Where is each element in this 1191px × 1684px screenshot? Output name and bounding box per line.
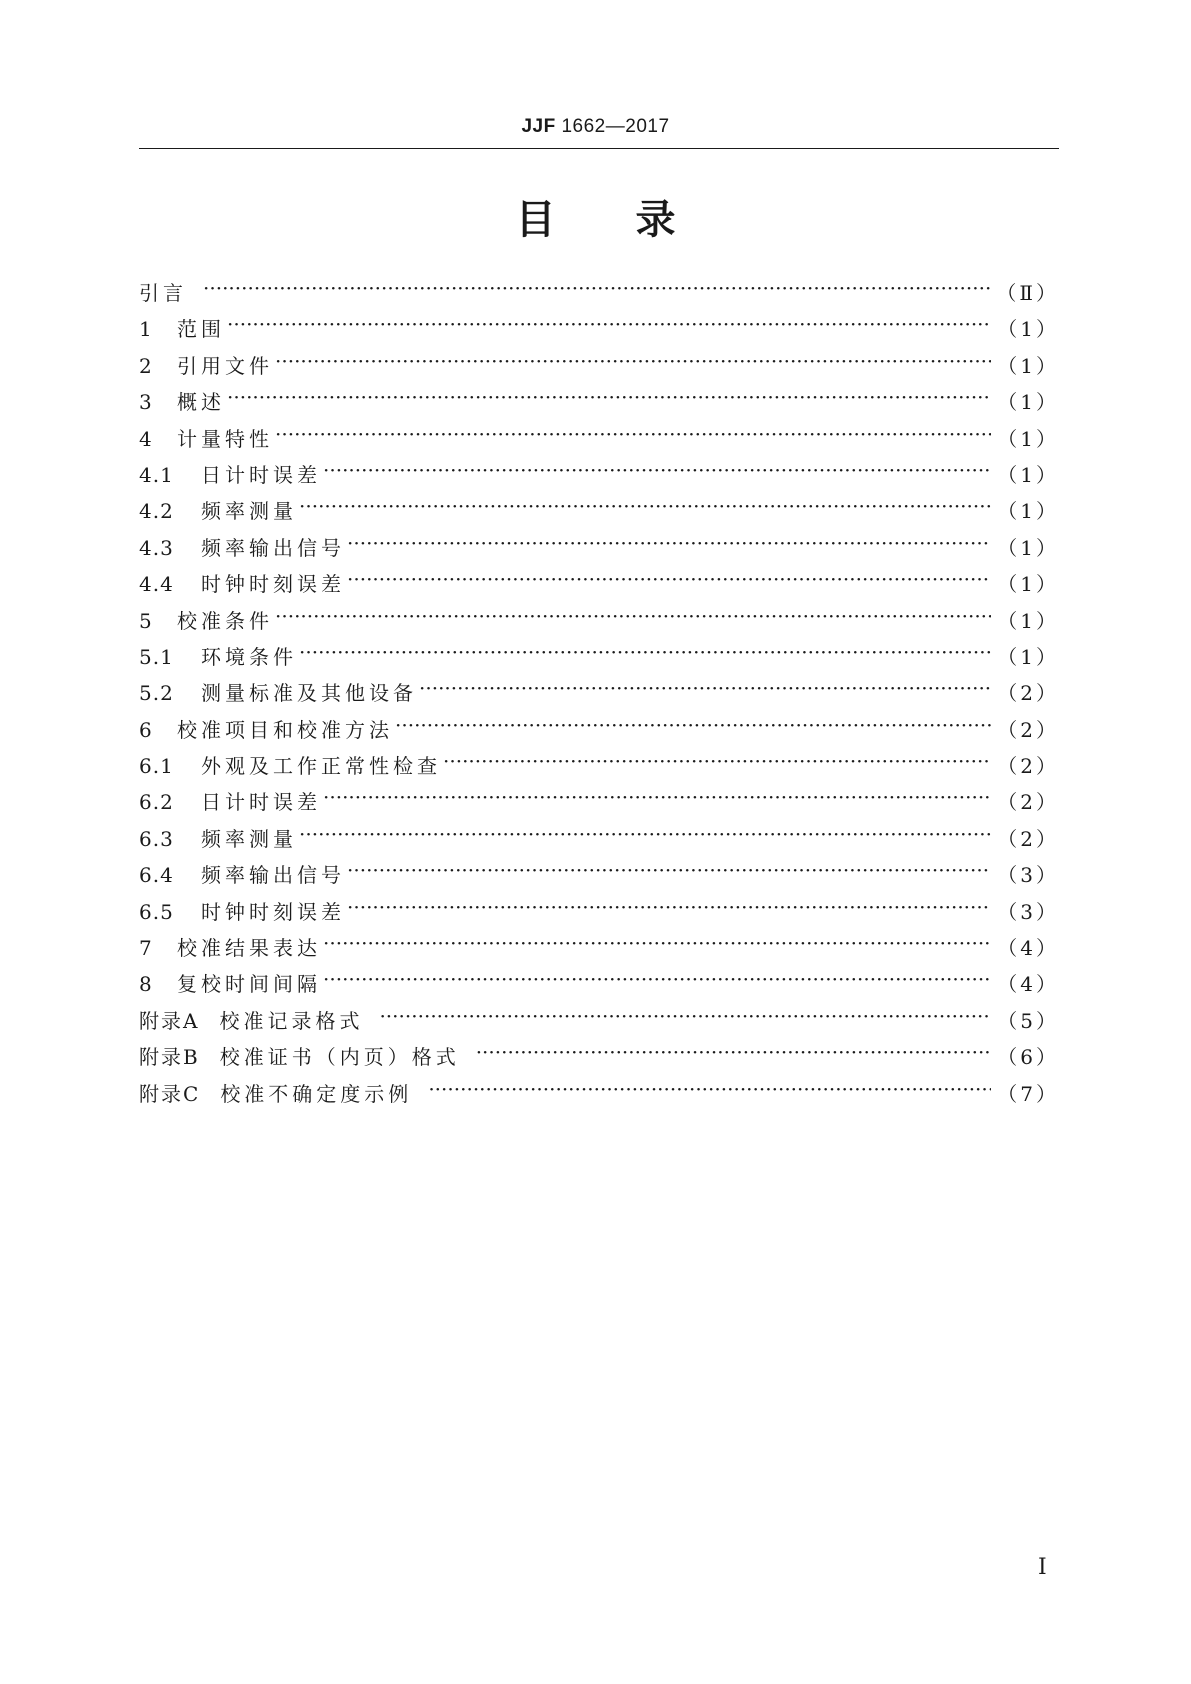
toc-entry[interactable]: [139, 277, 1059, 313]
dot-leader: [443, 753, 991, 773]
toc-entry-title: 时钟时刻误差: [201, 899, 345, 924]
toc-entry-page: （1）: [997, 535, 1059, 560]
dot-leader: [379, 1008, 991, 1028]
toc-entry-number: 6.2: [139, 790, 174, 815]
toc-entry-title: 外观及工作正常性检查: [201, 754, 441, 779]
toc-entry-number: 6: [139, 717, 153, 742]
toc-entry-page: （1）: [997, 390, 1059, 415]
toc-entry[interactable]: [139, 677, 1059, 713]
toc-entry-number: 3: [139, 390, 153, 415]
page-title: 目录: [515, 197, 756, 243]
toc-entry[interactable]: [139, 932, 1059, 968]
dot-leader: [476, 1044, 992, 1064]
toc-entry[interactable]: [139, 350, 1059, 386]
dot-leader: [299, 498, 991, 518]
toc-entry-title: 范围: [177, 317, 225, 342]
toc-entry[interactable]: [139, 823, 1059, 859]
toc-entry-page: （3）: [997, 899, 1059, 924]
document-header: [0, 116, 1191, 138]
toc-entry-number: 5.2: [139, 681, 174, 706]
toc-entry-number: 5: [139, 608, 153, 633]
toc-entry-title: 复校时间间隔: [177, 972, 321, 997]
toc-entry[interactable]: [139, 968, 1059, 1004]
page-number: Ⅰ: [1038, 1555, 1047, 1580]
toc-entry-title: 校准不确定度示例: [220, 1081, 413, 1106]
toc-entry-title: 校准结果表达: [177, 936, 321, 961]
toc-entry-page: （1）: [997, 462, 1059, 487]
toc-entry-number: 6.5: [139, 899, 174, 924]
toc-entry-title: 频率输出信号: [201, 863, 345, 888]
dot-leader: [323, 789, 991, 809]
toc-entry-title: 频率测量: [201, 826, 297, 851]
toc-entry-title: 频率测量: [201, 499, 297, 524]
toc-entry[interactable]: [139, 495, 1059, 531]
toc-entry[interactable]: [139, 750, 1059, 786]
toc-entry-page: （1）: [997, 317, 1059, 342]
toc-entry-page: （2）: [997, 790, 1059, 815]
toc-entry[interactable]: [139, 1041, 1059, 1077]
toc-entry-title: 校准记录格式: [219, 1008, 364, 1033]
toc-entry-page: （3）: [997, 863, 1059, 888]
toc-entry-number: 4.4: [139, 572, 174, 597]
dot-leader: [275, 608, 991, 628]
toc-entry[interactable]: [139, 386, 1059, 422]
toc-entry-title: 环境条件: [201, 644, 297, 669]
header-rule: [139, 148, 1059, 149]
toc-entry[interactable]: [139, 1078, 1059, 1114]
toc-entry[interactable]: [139, 1005, 1059, 1041]
toc-entry-title: 校准项目和校准方法: [177, 717, 393, 742]
toc-entry-number: 6.3: [139, 826, 174, 851]
toc-entry-page: （1）: [997, 572, 1059, 597]
toc-entry-number: 附录C: [139, 1081, 201, 1106]
toc-entry[interactable]: [139, 423, 1059, 459]
dot-leader: [275, 353, 991, 373]
dot-leader: [395, 717, 991, 737]
toc-entry-page: （4）: [997, 936, 1059, 961]
dot-leader: [347, 862, 991, 882]
toc-entry-page: （2）: [997, 681, 1059, 706]
dot-leader: [347, 535, 991, 555]
standard-number: 1662—2017: [561, 116, 670, 137]
toc-entry-number: 2: [139, 353, 153, 378]
toc-entry-title: 时钟时刻误差: [201, 572, 345, 597]
toc-entry-title: 日计时误差: [201, 790, 321, 815]
toc-entry[interactable]: [139, 459, 1059, 495]
toc-entry[interactable]: [139, 859, 1059, 895]
toc-entry-title: 计量特性: [177, 426, 273, 451]
toc-entry-title: 日计时误差: [201, 462, 321, 487]
standard-code: JJF: [521, 116, 556, 137]
dot-leader: [323, 971, 991, 991]
toc-entry-number: 7: [139, 936, 153, 961]
toc-entry-page: （7）: [997, 1081, 1059, 1106]
toc-entry-number: 附录B: [139, 1045, 200, 1070]
dot-leader: [419, 680, 991, 700]
dot-leader: [323, 462, 991, 482]
toc-entry[interactable]: [139, 313, 1059, 349]
toc-entry-page: （1）: [997, 608, 1059, 633]
toc-entry-number: 4.3: [139, 535, 174, 560]
toc-entry[interactable]: [139, 786, 1059, 822]
toc-entry-number: 4.1: [139, 462, 174, 487]
dot-leader: [323, 935, 991, 955]
toc-entry-page: （2）: [997, 754, 1059, 779]
toc-entry[interactable]: [139, 714, 1059, 750]
toc-entry-page: （2）: [997, 717, 1059, 742]
toc-entry-page: （Ⅱ）: [996, 281, 1059, 305]
toc-entry[interactable]: [139, 568, 1059, 604]
toc-entry-title: 频率输出信号: [201, 535, 345, 560]
toc-entry-number: 1: [139, 317, 153, 342]
toc-entry-title: 引用文件: [177, 353, 273, 378]
dot-leader: [275, 426, 991, 446]
dot-leader: [299, 644, 991, 664]
toc-entry-title: 校准证书（内页）格式: [219, 1045, 460, 1070]
toc-entry-page: （1）: [997, 644, 1059, 669]
dot-leader: [428, 1081, 991, 1101]
toc-entry-number: 6.4: [139, 863, 174, 888]
toc-entry-number: 6.1: [139, 754, 174, 779]
toc-entry-number: 8: [139, 972, 153, 997]
toc-entry-page: （6）: [997, 1045, 1059, 1070]
toc-entry-title: 概述: [177, 390, 225, 415]
dot-leader: [227, 389, 991, 409]
dot-leader: [227, 316, 991, 336]
toc-entry-page: （1）: [997, 499, 1059, 524]
toc-entry-number: 5.1: [139, 644, 174, 669]
toc-entry-page: （4）: [997, 972, 1059, 997]
dot-leader: [299, 826, 991, 846]
table-of-contents: [139, 277, 1059, 1114]
toc-entry-number: 附录A: [139, 1008, 200, 1033]
toc-entry-number: 4: [139, 426, 153, 451]
dot-leader: [347, 899, 991, 919]
toc-entry-title: 校准条件: [177, 608, 273, 633]
toc-entry[interactable]: [139, 605, 1059, 641]
toc-entry-page: （5）: [997, 1008, 1059, 1033]
dot-leader: [203, 280, 990, 300]
toc-entry-page: （1）: [997, 353, 1059, 378]
toc-entry-number: 4.2: [139, 499, 174, 524]
toc-entry[interactable]: [139, 896, 1059, 932]
toc-entry-title: 引言: [139, 281, 187, 305]
dot-leader: [347, 571, 991, 591]
toc-entry-title: 测量标准及其他设备: [201, 681, 417, 706]
toc-entry-page: （2）: [997, 826, 1059, 851]
toc-entry[interactable]: [139, 641, 1059, 677]
toc-entry-page: （1）: [997, 426, 1059, 451]
toc-entry[interactable]: [139, 532, 1059, 568]
